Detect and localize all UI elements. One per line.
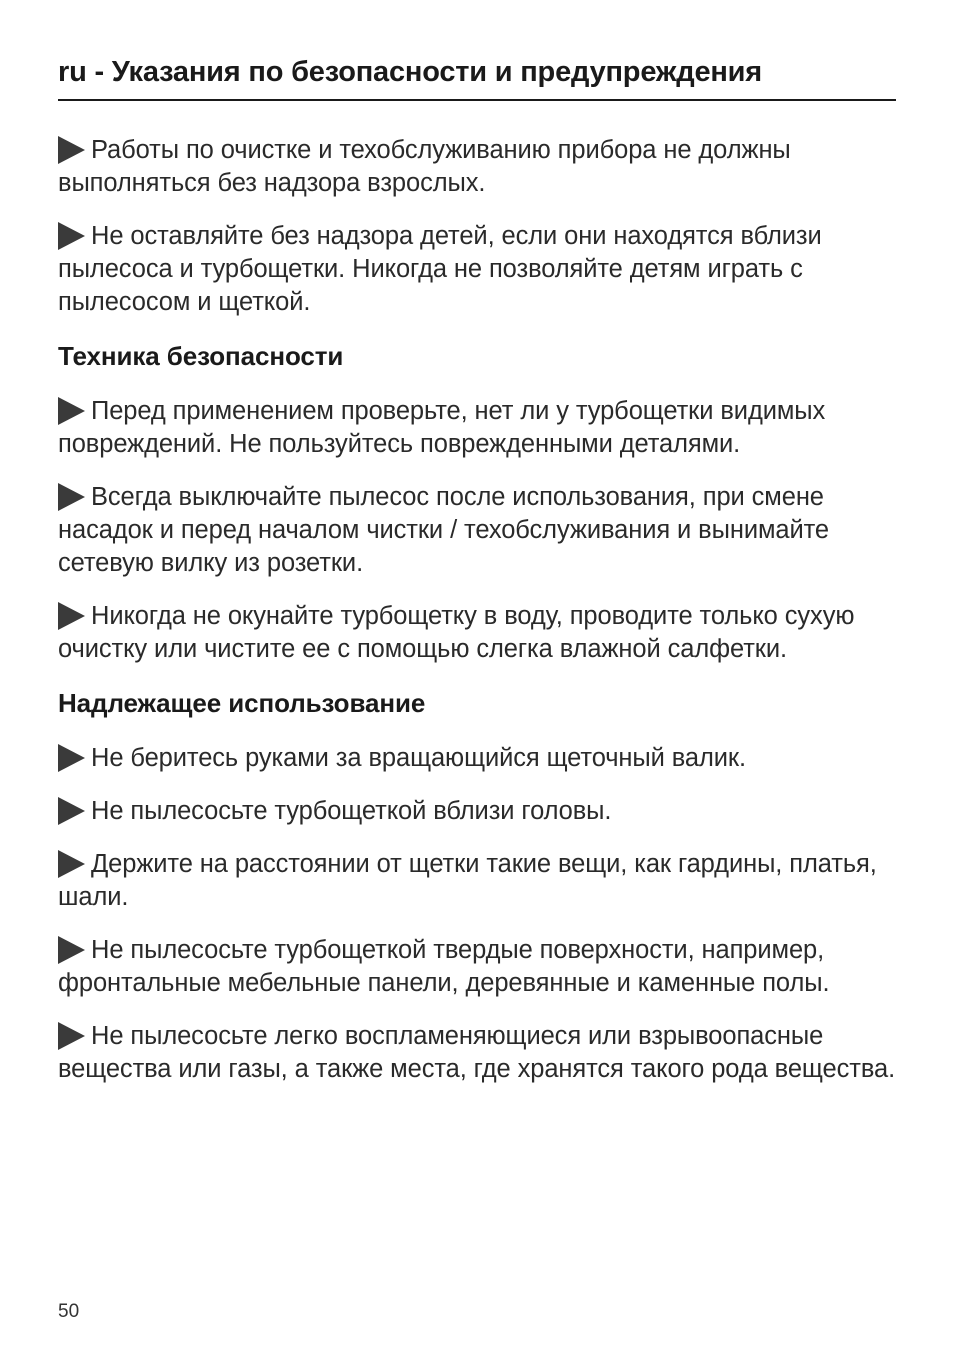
- section-heading-proper-use: Надлежащее использование: [58, 688, 426, 718]
- warning-paragraph: [58, 848, 898, 914]
- bullet-triangle-icon: [58, 483, 85, 511]
- page-number: 50: [58, 1301, 80, 1322]
- warning-paragraph: [58, 1020, 898, 1086]
- warning-paragraph: [58, 934, 898, 1000]
- section-heading-technical-safety: Техника безопасности: [58, 341, 344, 371]
- bullet-triangle-icon: [58, 797, 85, 825]
- warning-text: Не оставляйте без надзора детей, если они находятся вблизи пылесоса и турбощетки. Никогда не позволяйте детям играть с пылесосом и щеткой.: [58, 222, 822, 316]
- warning-text: Не пылесосьте легко воспламеняющиеся или взрывоопасные вещества или газы, а также места, где хранятся такого рода вещества.: [58, 1022, 896, 1083]
- warning-text: Не беритесь руками за вращающийся щеточный валик.: [91, 744, 746, 772]
- warning-paragraph: [58, 134, 898, 200]
- bullet-triangle-icon: [58, 136, 85, 164]
- page-title: ru - Указания по безопасности и предупреждения: [58, 56, 763, 88]
- bullet-triangle-icon: [58, 936, 85, 964]
- bullet-triangle-icon: [58, 744, 85, 772]
- warning-paragraph: [58, 220, 898, 319]
- warning-text: Держите на расстоянии от щетки такие вещи, как гардины, платья, шали.: [58, 850, 877, 911]
- warning-text: Не пылесосьте турбощеткой вблизи головы.: [91, 797, 612, 825]
- warning-text: Никогда не окунайте турбощетку в воду, проводите только сухую очистку или чистите ее с помощью слегка влажной салфетки.: [58, 602, 855, 663]
- bullet-triangle-icon: [58, 850, 85, 878]
- warning-text: Всегда выключайте пылесос после использования, при смене насадок и перед началом чистки / техобслуживания и вынимайте сетевую вилку из розетки.: [58, 483, 830, 577]
- bullet-triangle-icon: [58, 397, 85, 425]
- warning-paragraph: [58, 395, 898, 461]
- document-content: [58, 134, 898, 1106]
- warning-paragraph: [58, 795, 898, 828]
- bullet-triangle-icon: [58, 1022, 85, 1050]
- warning-text: Работы по очистке и техобслуживанию прибора не должны выполняться без надзора взрослых.: [58, 136, 791, 197]
- bullet-triangle-icon: [58, 222, 85, 250]
- warning-paragraph: [58, 742, 898, 775]
- bullet-triangle-icon: [58, 602, 85, 630]
- warning-paragraph: [58, 481, 898, 580]
- warning-text: Не пылесосьте турбощеткой твердые поверхности, например, фронтальные мебельные панели, деревянные и каменные полы.: [58, 936, 830, 997]
- warning-text: Перед применением проверьте, нет ли у турбощетки видимых повреждений. Не пользуйтесь поврежденными деталями.: [58, 397, 826, 458]
- warning-paragraph: [58, 600, 898, 666]
- title-underline: [58, 99, 896, 101]
